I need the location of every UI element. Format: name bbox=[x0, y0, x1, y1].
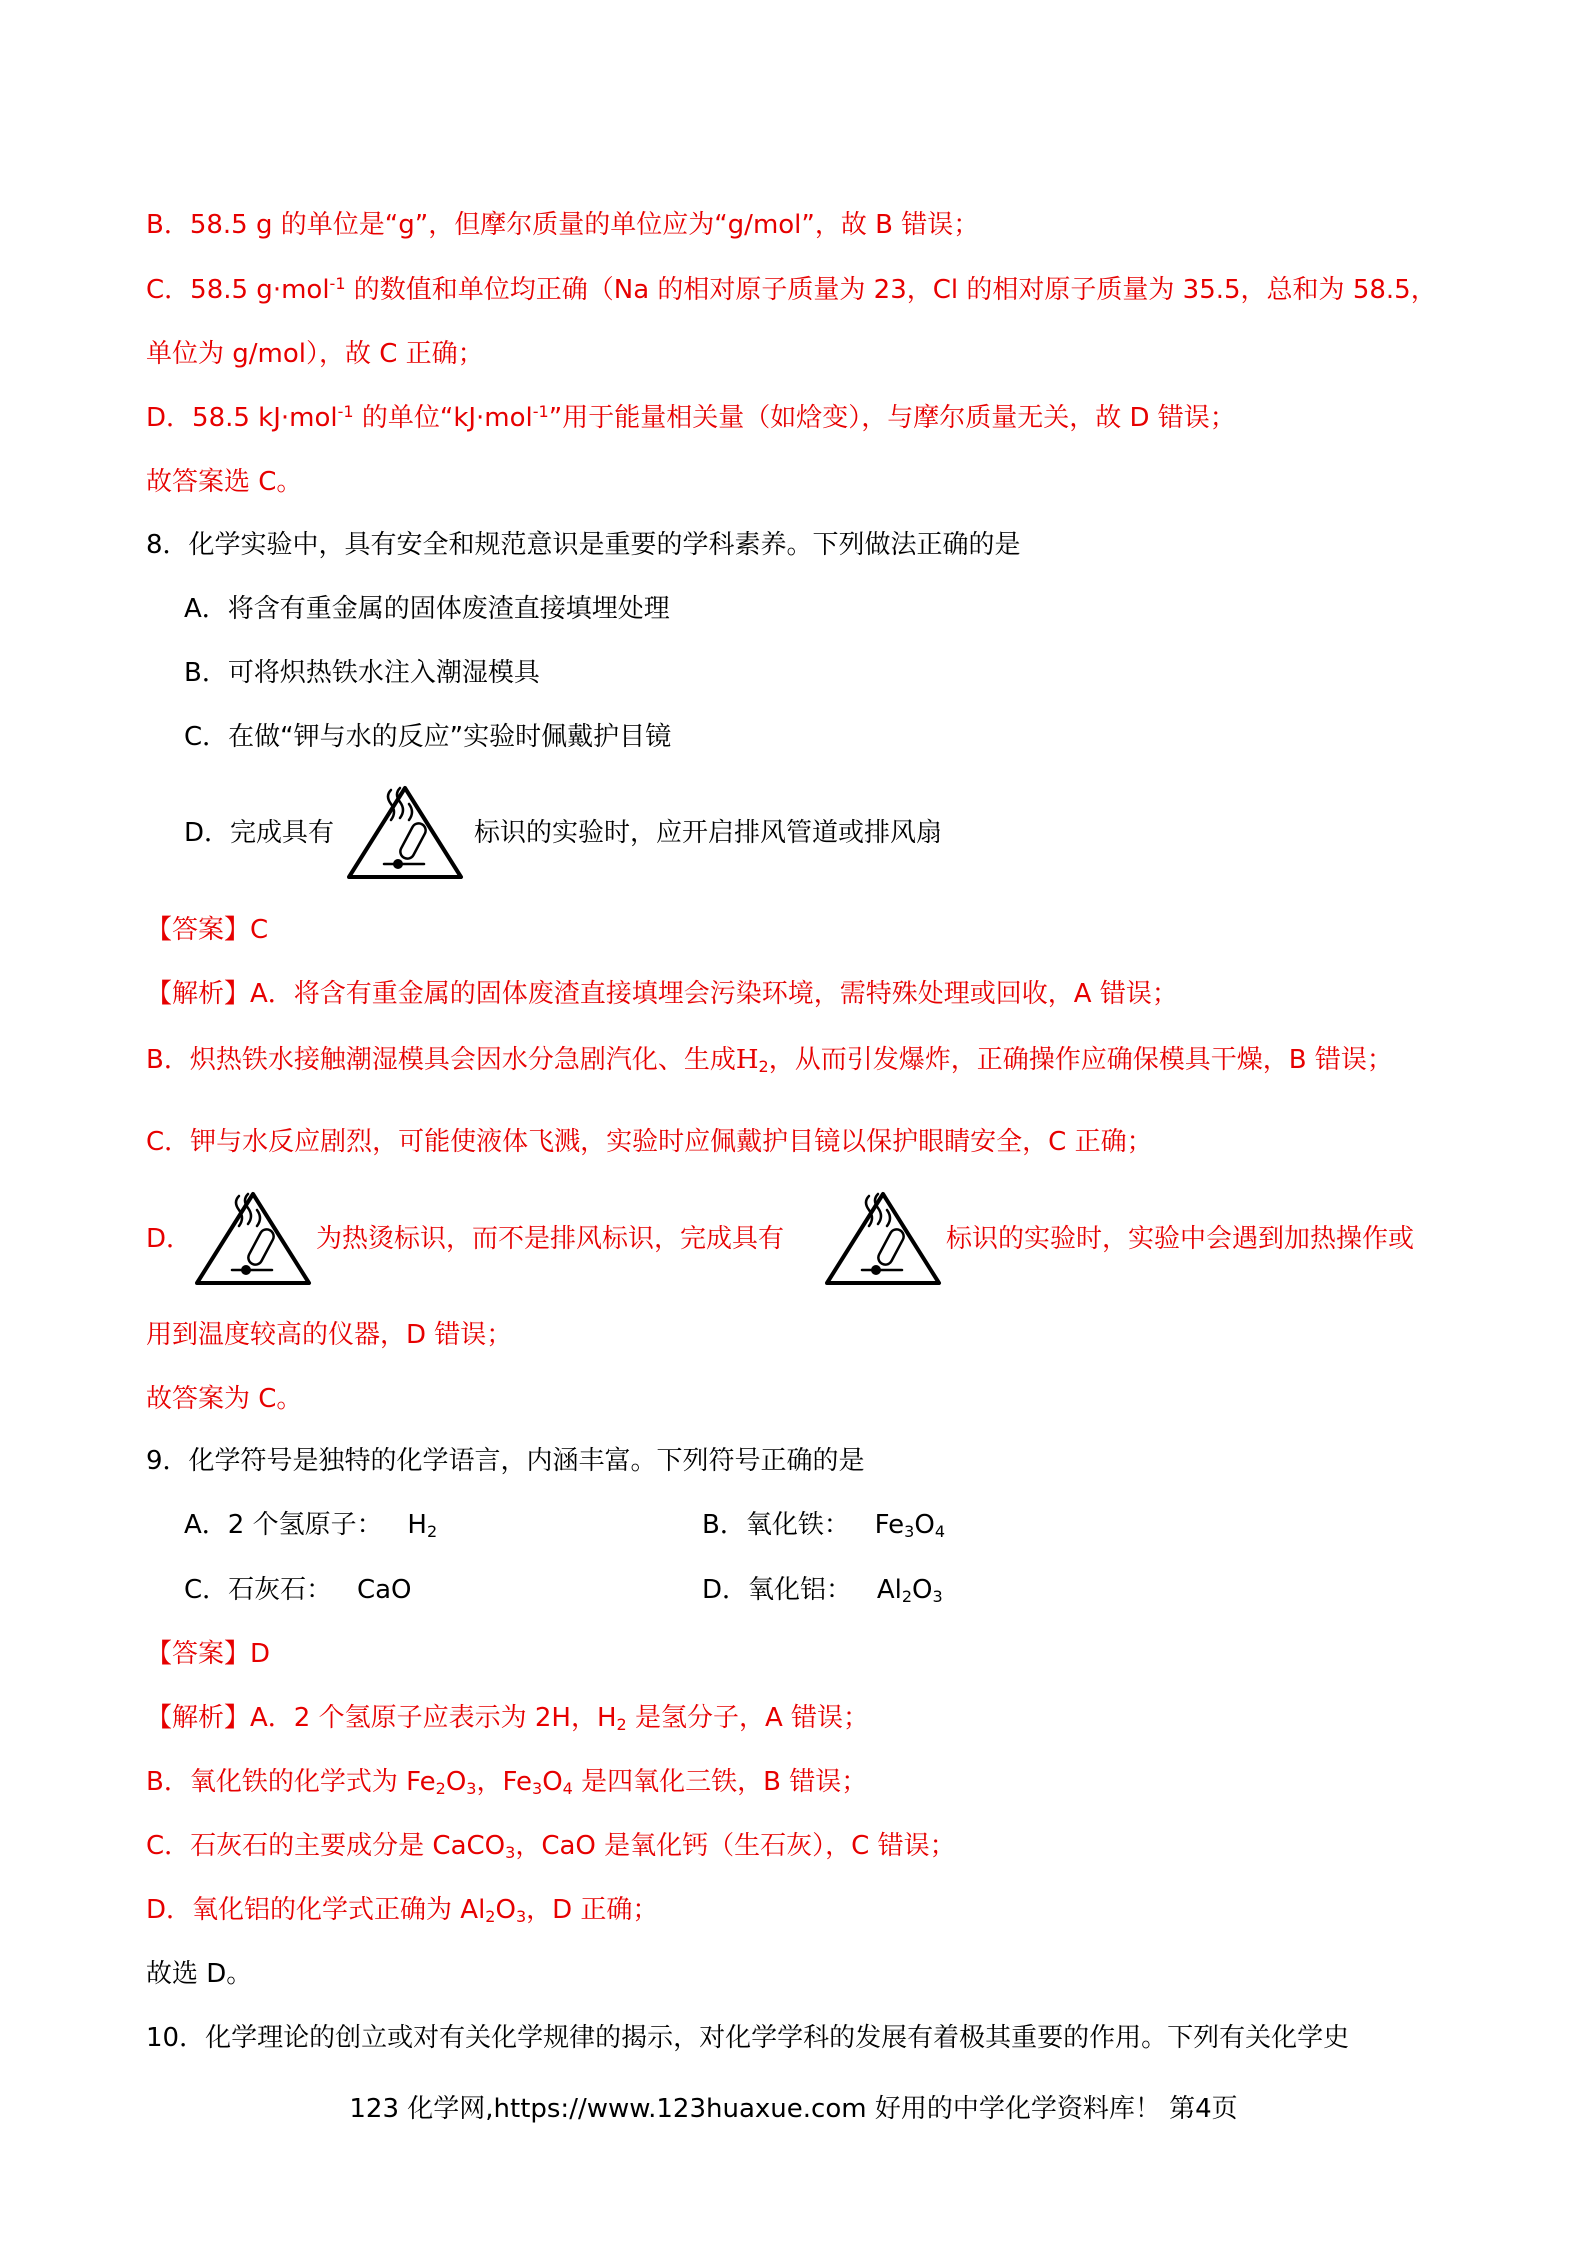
q8-answer: 【答案】C bbox=[146, 915, 269, 945]
subscript: 4 bbox=[562, 1779, 573, 1798]
q9-option-c bbox=[184, 1573, 412, 1607]
text: C．石灰石的主要成分是 CaCO bbox=[146, 1831, 506, 1861]
q9-analysis-a bbox=[146, 1701, 869, 1735]
q9-analysis-b bbox=[146, 1765, 867, 1799]
option-label: C．石灰石： bbox=[184, 1575, 333, 1605]
page-footer: 123 化学网,https://www.123huaxue.com 好用的中学化学资料库！ 第4页 bbox=[349, 2094, 1238, 2124]
formula: $Al_2O_3$ bbox=[876, 1575, 943, 1606]
text: 的单位“kJ·mol bbox=[353, 403, 533, 433]
text: D．58.5 kJ·mol bbox=[146, 403, 338, 433]
subscript: 3 bbox=[532, 1779, 543, 1798]
text: O bbox=[542, 1767, 563, 1797]
superscript: -1 bbox=[532, 402, 549, 421]
text: 【解析】A．2 个氢原子应表示为 2H，H bbox=[146, 1703, 617, 1733]
q8-analysis-c: C．钾与水反应剧烈，可能使液体飞溅，实验时应佩戴护目镜以保护眼睛安全，C 正确； bbox=[146, 1127, 1153, 1157]
q8-option-d-pre: D．完成具有 bbox=[184, 818, 335, 848]
option-label: D．氧化铝： bbox=[702, 1575, 853, 1605]
q9-analysis-d bbox=[146, 1893, 658, 1927]
formula: $Fe_3O_4$ bbox=[874, 1510, 946, 1541]
q8-analysis-b bbox=[146, 1043, 1393, 1077]
formula: $H_2$ bbox=[407, 1510, 438, 1541]
text: ，从而引发爆炸，正确操作应确保模具干燥，B 错误； bbox=[768, 1045, 1393, 1075]
text: 的数值和单位均正确（Na 的相对原子质量为 23，Cl 的相对原子质量为 35.5，总和为 58.5， bbox=[345, 275, 1437, 305]
text: C．58.5 g·mol bbox=[146, 275, 330, 305]
q10-stem: 10．化学理论的创立或对有关化学规律的揭示，对化学学科的发展有着极其重要的作用。下列有关化学史 bbox=[146, 2023, 1350, 2053]
q8-option-b: B．可将炽热铁水注入潮湿模具 bbox=[184, 658, 540, 688]
text: 是氢分子，A 错误； bbox=[626, 1703, 870, 1733]
q7-analysis-c-line1 bbox=[146, 273, 1437, 307]
q9-option-a bbox=[184, 1508, 437, 1542]
q9-option-b bbox=[702, 1508, 945, 1542]
q7-analysis-c-line2: 单位为 g/mol），故 C 正确； bbox=[146, 339, 484, 369]
q8-conclusion: 故答案为 C。 bbox=[146, 1384, 303, 1414]
q8-analysis-d-pre: D． bbox=[146, 1224, 193, 1254]
q7-analysis-d bbox=[146, 401, 1236, 435]
text: ，CaO 是氧化钙（生石灰），C 错误； bbox=[515, 1831, 956, 1861]
q8-stem: 8．化学实验中，具有安全和规范意识是重要的学科素养。下列做法正确的是 bbox=[146, 530, 1021, 560]
q8-analysis-d-line2: 用到温度较高的仪器，D 错误； bbox=[146, 1320, 513, 1350]
q8-option-d-post: 标识的实验时，应开启排风管道或排风扇 bbox=[474, 818, 943, 848]
text: D．氧化铝的化学式正确为 Al bbox=[146, 1895, 486, 1925]
q8-option-a: A．将含有重金属的固体废渣直接填埋处理 bbox=[184, 594, 670, 624]
text: B．炽热铁水接触潮湿模具会因水分急剧汽化、生成 bbox=[146, 1045, 736, 1075]
superscript: -1 bbox=[337, 402, 354, 421]
option-label: B．氧化铁： bbox=[702, 1510, 850, 1540]
q8-analysis-d-post: 标识的实验时，实验中会遇到加热操作或 bbox=[946, 1224, 1415, 1254]
hot-surface-warning-icon bbox=[822, 1188, 944, 1288]
formula: CaO bbox=[356, 1575, 412, 1605]
hot-surface-warning-icon bbox=[192, 1188, 314, 1288]
q8-analysis-d-mid: 为热烫标识，而不是排风标识，完成具有 bbox=[316, 1224, 785, 1254]
q7-conclusion: 故答案选 C。 bbox=[146, 467, 303, 497]
subscript: 2 bbox=[758, 1057, 769, 1076]
text: O bbox=[495, 1895, 516, 1925]
q9-answer: 【答案】D bbox=[146, 1639, 271, 1669]
superscript: -1 bbox=[329, 274, 346, 293]
formula: H bbox=[735, 1045, 759, 1075]
text: B．氧化铁的化学式为 Fe bbox=[146, 1767, 436, 1797]
text: O bbox=[445, 1767, 467, 1797]
text: ”用于能量相关量（如焓变），与摩尔质量无关，故 D 错误； bbox=[548, 403, 1236, 433]
q9-conclusion: 故选 D。 bbox=[146, 1959, 253, 1989]
option-label: A．2 个氢原子： bbox=[184, 1510, 383, 1540]
q9-analysis-c bbox=[146, 1829, 956, 1863]
subscript: 2 bbox=[616, 1715, 627, 1734]
q8-analysis-a: 【解析】A．将含有重金属的固体废渣直接填埋会污染环境，需特殊处理或回收，A 错误； bbox=[146, 979, 1178, 1009]
q9-option-d bbox=[702, 1573, 943, 1607]
hot-surface-warning-icon bbox=[344, 782, 466, 882]
text: ，D 正确； bbox=[526, 1895, 659, 1925]
q8-option-c: C．在做“钾与水的反应”实验时佩戴护目镜 bbox=[184, 722, 672, 752]
subscript: 2 bbox=[485, 1907, 496, 1926]
subscript: 2 bbox=[435, 1779, 446, 1798]
text: 是四氧化三铁，B 错误； bbox=[572, 1767, 868, 1797]
subscript: 3 bbox=[466, 1779, 477, 1798]
q9-stem: 9．化学符号是独特的化学语言，内涵丰富。下列符号正确的是 bbox=[146, 1446, 865, 1476]
text: ，Fe bbox=[476, 1767, 533, 1797]
subscript: 3 bbox=[515, 1907, 527, 1926]
q7-analysis-b: B．58.5 g 的单位是“g”，但摩尔质量的单位应为“g/mol”，故 B 错误； bbox=[146, 210, 980, 240]
subscript: 3 bbox=[505, 1843, 516, 1862]
